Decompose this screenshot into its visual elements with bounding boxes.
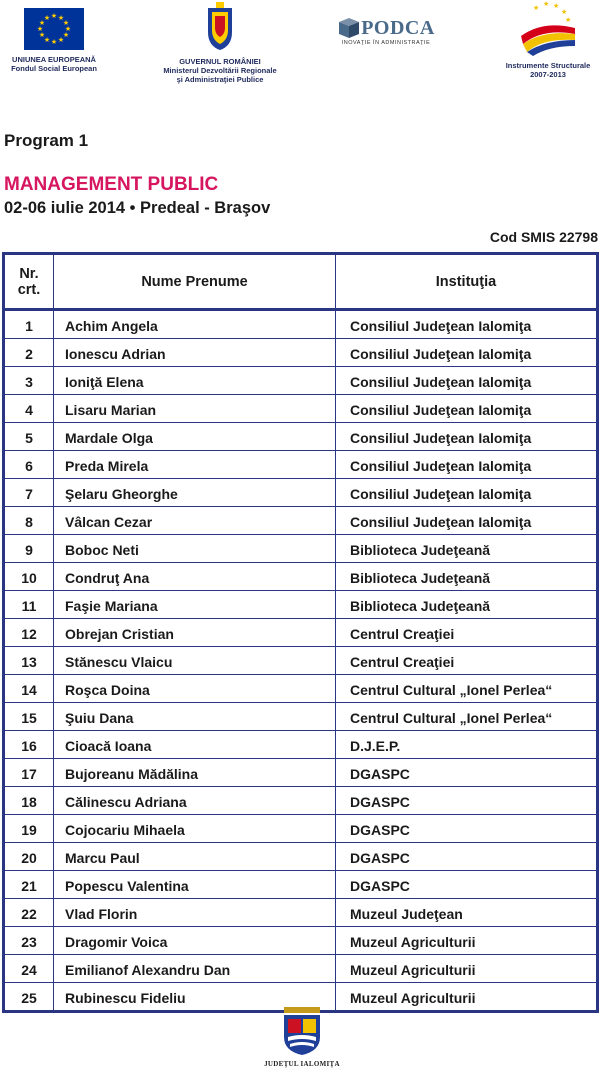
row-name: Condruţ Ana — [54, 563, 336, 591]
row-number: 12 — [4, 619, 54, 647]
header-name: Nume Prenume — [54, 254, 336, 310]
row-number: 18 — [4, 787, 54, 815]
table-row — [4, 479, 598, 507]
row-institution: DGASPC — [336, 815, 598, 843]
row-name: Emilianof Alexandru Dan — [54, 955, 336, 983]
participants-table — [2, 252, 599, 1013]
podca-name: PODCA — [361, 16, 435, 39]
row-institution: Centrul Cultural „Ionel Perlea“ — [336, 703, 598, 731]
svg-text:★: ★ — [36, 25, 44, 33]
row-name: Rubinescu Fideliu — [54, 983, 336, 1012]
row-institution: Consiliul Judeţean Ialomiţa — [336, 479, 598, 507]
row-number: 15 — [4, 703, 54, 731]
gov-caption-2: Ministerul Dezvoltării Regionale — [163, 66, 277, 75]
county-logo — [262, 1007, 342, 1068]
table-row — [4, 563, 598, 591]
table-row — [4, 843, 598, 871]
is-caption-1: Instrumente Structurale — [505, 61, 591, 70]
row-institution: DGASPC — [336, 787, 598, 815]
header-nr-line2: crt. — [17, 281, 41, 298]
table-row — [4, 899, 598, 927]
row-institution: Consiliul Judeţean Ialomiţa — [336, 339, 598, 367]
row-number: 5 — [4, 423, 54, 451]
program-label: Program 1 — [4, 131, 89, 150]
svg-text:★: ★ — [533, 4, 540, 12]
row-name: Dragomir Voica — [54, 927, 336, 955]
table-row — [4, 703, 598, 731]
row-name: Boboc Neti — [54, 535, 336, 563]
svg-text:★: ★ — [43, 36, 51, 44]
header-nr-line1: Nr. — [19, 265, 39, 282]
table-row — [4, 591, 598, 619]
structural-instruments-icon — [513, 0, 583, 56]
smis-code: Cod SMIS 22798 — [489, 229, 598, 245]
row-name: Preda Mirela — [54, 451, 336, 479]
row-name: Şuiu Dana — [54, 703, 336, 731]
row-institution: DGASPC — [336, 871, 598, 899]
table-row — [4, 339, 598, 367]
coat-of-arms-icon — [200, 2, 240, 52]
table-row — [4, 871, 598, 899]
table-header-row — [4, 254, 598, 310]
row-name: Călinescu Adriana — [54, 787, 336, 815]
svg-text:★: ★ — [565, 16, 572, 24]
row-number: 7 — [4, 479, 54, 507]
eu-logo — [4, 8, 104, 73]
header-nr — [4, 254, 54, 310]
row-institution: Muzeul Agriculturii — [336, 983, 598, 1012]
table-row — [4, 535, 598, 563]
row-name: Bujoreanu Mădălina — [54, 759, 336, 787]
county-coat-of-arms-icon — [280, 1007, 324, 1055]
svg-text:★: ★ — [43, 14, 51, 22]
row-number: 3 — [4, 367, 54, 395]
row-number: 9 — [4, 535, 54, 563]
row-institution: Centrul Creaţiei — [336, 647, 598, 675]
svg-text:★: ★ — [38, 31, 46, 39]
row-name: Ioniţă Elena — [54, 367, 336, 395]
table-row — [4, 787, 598, 815]
table-row — [4, 927, 598, 955]
eu-flag-icon — [24, 8, 84, 50]
eu-caption-1: UNIUNEA EUROPEANĂ — [12, 55, 96, 64]
row-institution: Consiliul Judeţean Ialomiţa — [336, 507, 598, 535]
row-number: 25 — [4, 983, 54, 1012]
row-institution: Centrul Cultural „Ionel Perlea“ — [336, 675, 598, 703]
row-number: 19 — [4, 815, 54, 843]
svg-text:★: ★ — [62, 19, 70, 27]
svg-text:★: ★ — [553, 2, 560, 10]
svg-text:★: ★ — [561, 8, 568, 16]
row-name: Stănescu Vlaicu — [54, 647, 336, 675]
table-row — [4, 759, 598, 787]
row-institution: DGASPC — [336, 843, 598, 871]
structural-instruments-logo — [498, 0, 598, 79]
podca-cube-icon — [337, 16, 361, 40]
svg-text:★: ★ — [543, 0, 550, 8]
table-row — [4, 507, 598, 535]
table-row — [4, 395, 598, 423]
row-institution: Consiliul Judeţean Ialomiţa — [336, 451, 598, 479]
svg-text:★: ★ — [50, 12, 58, 20]
is-caption-2: 2007-2013 — [530, 70, 566, 79]
county-caption: JUDEŢUL IALOMIŢA — [264, 1060, 340, 1068]
row-institution: Biblioteca Judeţeană — [336, 535, 598, 563]
row-name: Mardale Olga — [54, 423, 336, 451]
gov-caption-1: GUVERNUL ROMÂNIEI — [179, 57, 261, 66]
gov-caption-3: şi Administraţiei Publice — [176, 75, 264, 84]
row-institution: Muzeul Judeţean — [336, 899, 598, 927]
svg-text:★: ★ — [62, 31, 70, 39]
row-number: 1 — [4, 310, 54, 339]
podca-tagline: INOVAŢIE ÎN ADMINISTRAŢIE — [341, 40, 431, 46]
row-name: Achim Angela — [54, 310, 336, 339]
row-number: 10 — [4, 563, 54, 591]
row-number: 8 — [4, 507, 54, 535]
row-number: 6 — [4, 451, 54, 479]
svg-text:★: ★ — [57, 14, 65, 22]
row-institution: Consiliul Judeţean Ialomiţa — [336, 423, 598, 451]
row-name: Cojocariu Mihaela — [54, 815, 336, 843]
svg-text:★: ★ — [38, 19, 46, 27]
row-institution: Consiliul Judeţean Ialomiţa — [336, 367, 598, 395]
row-institution: Muzeul Agriculturii — [336, 927, 598, 955]
row-number: 21 — [4, 871, 54, 899]
row-number: 23 — [4, 927, 54, 955]
row-name: Faşie Mariana — [54, 591, 336, 619]
svg-text:★: ★ — [64, 25, 72, 33]
row-name: Cioacă Ioana — [54, 731, 336, 759]
row-name: Roşca Doina — [54, 675, 336, 703]
header-institution: Instituţia — [336, 254, 598, 310]
row-number: 2 — [4, 339, 54, 367]
row-number: 11 — [4, 591, 54, 619]
row-number: 16 — [4, 731, 54, 759]
row-number: 17 — [4, 759, 54, 787]
table-row — [4, 647, 598, 675]
row-number: 22 — [4, 899, 54, 927]
row-number: 24 — [4, 955, 54, 983]
row-name: Şelaru Gheorghe — [54, 479, 336, 507]
row-name: Popescu Valentina — [54, 871, 336, 899]
table-row — [4, 815, 598, 843]
row-number: 13 — [4, 647, 54, 675]
row-name: Lisaru Marian — [54, 395, 336, 423]
eu-caption-2: Fondul Social European — [11, 64, 97, 73]
row-institution: DGASPC — [336, 759, 598, 787]
svg-text:★: ★ — [50, 38, 58, 46]
row-name: Vlad Florin — [54, 899, 336, 927]
table-row — [4, 955, 598, 983]
row-number: 14 — [4, 675, 54, 703]
table-row — [4, 451, 598, 479]
course-title: MANAGEMENT PUBLIC — [4, 174, 219, 195]
row-institution: Biblioteca Judeţeană — [336, 563, 598, 591]
row-number: 4 — [4, 395, 54, 423]
row-name: Obrejan Cristian — [54, 619, 336, 647]
row-institution: D.J.E.P. — [336, 731, 598, 759]
table-row — [4, 310, 598, 339]
table-row — [4, 367, 598, 395]
svg-text:★: ★ — [57, 36, 65, 44]
table-row — [4, 619, 598, 647]
row-name: Ionescu Adrian — [54, 339, 336, 367]
row-institution: Centrul Creaţiei — [336, 619, 598, 647]
row-name: Marcu Paul — [54, 843, 336, 871]
course-date-place: 02-06 iulie 2014 • Predeal - Braşov — [4, 199, 271, 217]
table-row — [4, 675, 598, 703]
podca-logo — [330, 16, 442, 46]
row-institution: Biblioteca Judeţeană — [336, 591, 598, 619]
table-row — [4, 423, 598, 451]
row-institution: Muzeul Agriculturii — [336, 955, 598, 983]
row-name: Vâlcan Cezar — [54, 507, 336, 535]
row-number: 20 — [4, 843, 54, 871]
government-logo — [150, 2, 290, 84]
row-institution: Consiliul Judeţean Ialomiţa — [336, 310, 598, 339]
row-institution: Consiliul Judeţean Ialomiţa — [336, 395, 598, 423]
table-row — [4, 731, 598, 759]
